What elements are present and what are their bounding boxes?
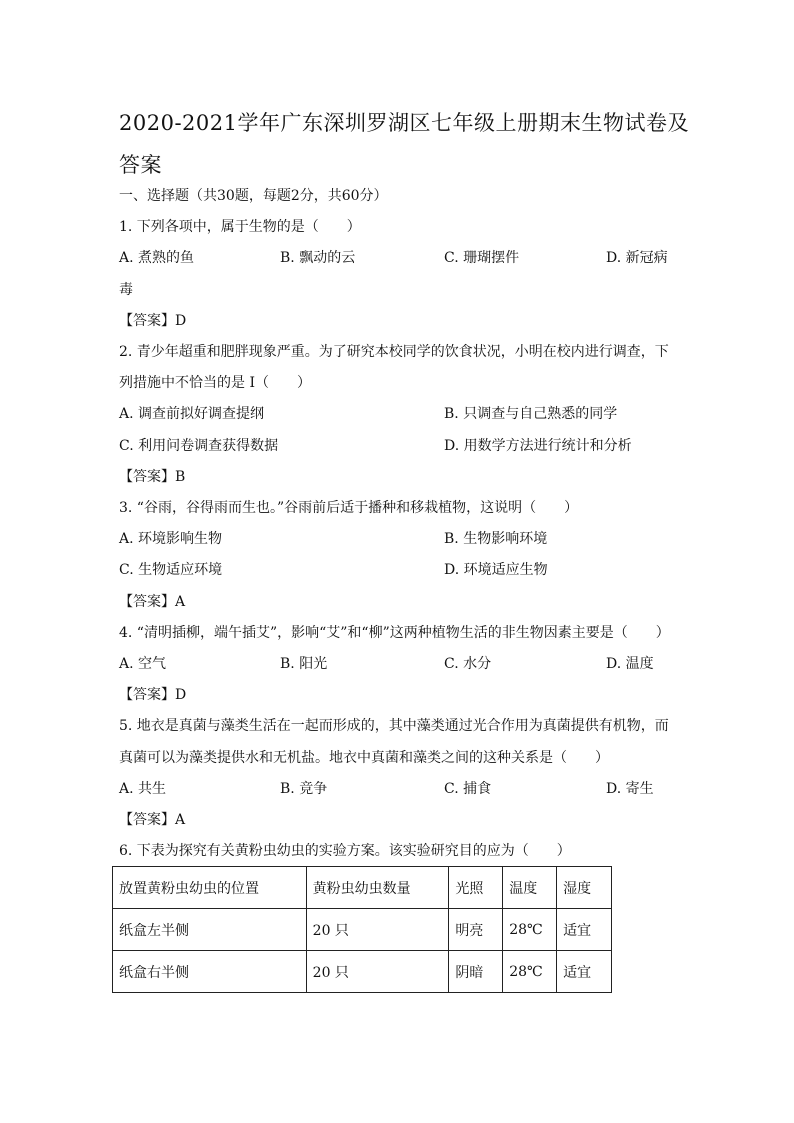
question-4-option-a: A. 空气	[119, 656, 167, 672]
question-3-answer: 【答案】A	[119, 594, 186, 610]
section-heading: 一、选择题（共30题，每题2分，共60分）	[119, 188, 388, 204]
question-5-option-a: A. 共生	[119, 781, 167, 797]
question-1-option-d-continued: 毒	[119, 282, 133, 298]
question-6-stem: 6. 下表为探究有关黄粉虫幼虫的实验方案。该实验研究目的应为（ ）	[119, 843, 571, 859]
question-1-answer: 【答案】D	[119, 313, 187, 329]
question-5-answer: 【答案】A	[119, 812, 186, 828]
table-row	[113, 909, 612, 951]
question-5-option-d: D. 寄生	[606, 781, 654, 797]
table-cell: 20 只	[306, 951, 449, 993]
question-4-option-c: C. 水分	[444, 656, 492, 672]
table-cell: 28℃	[503, 909, 557, 951]
question-3-option-b: B. 生物影响环境	[444, 531, 548, 547]
question-5-stem-line-2: 真菌可以为藻类提供水和无机盐。地衣中真菌和藻类之间的这种关系是（ ）	[119, 750, 609, 766]
question-4-option-d: D. 温度	[606, 656, 654, 672]
question-1-option-d: D. 新冠病	[606, 250, 668, 266]
table-cell: 适宜	[557, 951, 612, 993]
document-title: 2020-2021学年广东深圳罗湖区七年级上册期末生物试卷及答案	[119, 111, 689, 177]
question-2-option-c: C. 利用问卷调查获得数据	[119, 438, 279, 454]
table-header-row	[113, 867, 612, 909]
question-5-stem-line-1: 5. 地衣是真菌与藻类生活在一起而形成的，其中藻类通过光合作用为真菌提供有机物，而	[119, 718, 669, 734]
table-header-cell: 温度	[503, 867, 557, 909]
question-4-answer: 【答案】D	[119, 687, 187, 703]
question-1-option-c: C. 珊瑚摆件	[444, 250, 520, 266]
question-1-option-a: A. 煮熟的鱼	[119, 250, 195, 266]
question-4-option-b: B. 阳光	[280, 656, 328, 672]
question-4-stem: 4. “清明插柳，端午插艾”，影响“艾”和“柳”这两种植物生活的非生物因素主要是（ ）	[119, 625, 670, 641]
table-cell: 20 只	[306, 909, 449, 951]
table-cell: 28℃	[503, 951, 557, 993]
table-header-cell: 放置黄粉虫幼虫的位置	[113, 867, 307, 909]
question-2-option-d: D. 用数学方法进行统计和分析	[444, 438, 632, 454]
question-2-answer: 【答案】B	[119, 469, 186, 485]
table-header-cell: 光照	[449, 867, 503, 909]
question-3-option-a: A. 环境影响生物	[119, 531, 223, 547]
table-row	[113, 951, 612, 993]
table-cell: 纸盒右半侧	[113, 951, 307, 993]
question-2-stem-line-1: 2. 青少年超重和肥胖现象严重。为了研究本校同学的饮食状况，小明在校内进行调查，下	[119, 344, 669, 360]
table-cell: 阴暗	[449, 951, 503, 993]
table-cell: 明亮	[449, 909, 503, 951]
question-2-option-a: A. 调查前拟好调查提纲	[119, 406, 265, 422]
experiment-table	[112, 866, 612, 993]
question-1-stem: 1. 下列各项中，属于生物的是（ ）	[119, 219, 361, 235]
question-2-option-b: B. 只调查与自己熟悉的同学	[444, 406, 618, 422]
question-3-stem: 3. “谷雨，谷得雨而生也。”谷雨前后适于播种和移栽植物，这说明（ ）	[119, 500, 579, 516]
question-2-stem-line-2: 列措施中不恰当的是 I（ ）	[119, 375, 311, 391]
table-header-cell: 湿度	[557, 867, 612, 909]
question-3-option-c: C. 生物适应环境	[119, 562, 223, 578]
question-3-option-d: D. 环境适应生物	[444, 562, 548, 578]
table-cell: 适宜	[557, 909, 612, 951]
question-5-option-b: B. 竞争	[280, 781, 328, 797]
question-5-option-c: C. 捕食	[444, 781, 492, 797]
table-cell: 纸盒左半侧	[113, 909, 307, 951]
question-1-option-b: B. 飘动的云	[280, 250, 356, 266]
table-header-cell: 黄粉虫幼虫数量	[306, 867, 449, 909]
